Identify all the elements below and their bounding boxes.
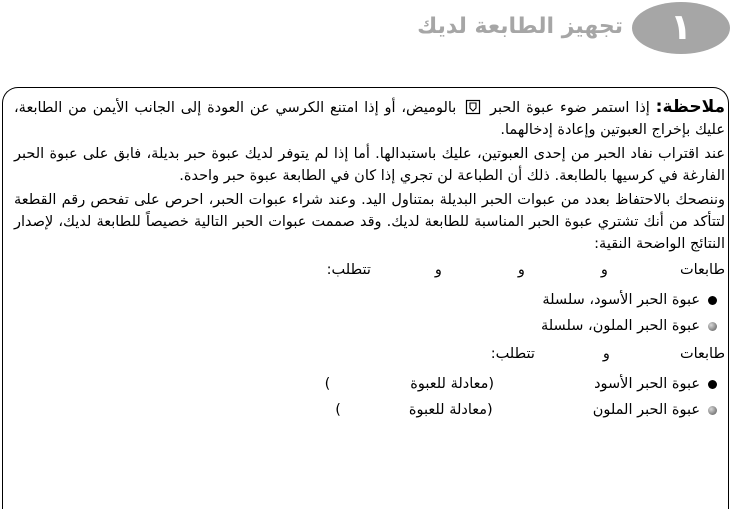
closing-paren: ) (324, 376, 331, 392)
section-title: تجهيز الطابعة لديك (417, 14, 623, 39)
list-item (14, 287, 717, 313)
ink-cartridge-icon (465, 99, 481, 115)
and-word-3: و (434, 262, 442, 278)
list-item-text: عبوة الحبر الملون، سلسلة (540, 318, 700, 334)
closing-paren: ) (335, 402, 341, 418)
note-paragraph-3: وننصحك بالاحتفاظ بعدد من عبوات الحبر البديلة بمتناول اليد. وعند شراء عبوات الحبر، احرص على تفحص رقم القطعة لتتأكد من أنك تشتري عبوة الحبر المناسبة للطابعة لديك. وقد صممت عبوات الحبر التالية خصيصاً للطابعة لديك، لإصدار النتائج الواضحة النقية: (14, 192, 725, 252)
color-ink-dot-icon (708, 406, 717, 415)
step-number: ١ (670, 7, 692, 48)
list-item-text: عبوة الحبر الأسود، سلسلة (542, 292, 700, 308)
step-number-badge (632, 2, 730, 54)
equivalent-note: (معادلة للعبوة (410, 376, 495, 392)
equivalent-note: (معادلة للعبوة (408, 402, 493, 418)
list-item (14, 397, 717, 423)
printers-word: طابعات (679, 262, 725, 278)
requires-word: تتطلب: (490, 346, 535, 362)
and-word-1: و (600, 262, 608, 278)
list-item (14, 371, 717, 397)
note-label: ملاحظة: (655, 97, 726, 117)
printer-group-2-row (14, 343, 725, 367)
printers-word: طابعات (679, 346, 725, 362)
and-word-2: و (517, 262, 525, 278)
black-ink-dot-icon (708, 380, 717, 389)
note-paragraph-2: عند اقتراب نفاد الحبر من إحدى العبوتين، عليك باستبدالها. أما إذا لم يتوفر لديك عبوة حبر بديلة، فابق على عبوة الحبر الفارغة في كرسيها بالطابعة. ذلك أن الطباعة لن تجري إذا كان في الطابعة عبوة حبر واحدة. (14, 146, 725, 184)
note-p1-part2: بالوميض، أو إذا امتنع الكرسي عن العودة إلى الجانب الأيمن من الطابعة، عليك بإخراج العبوتين وإعادة إدخالهما. (14, 100, 725, 138)
note-paragraph-1 (14, 96, 725, 141)
list-item-text: عبوة الحبر الأسود (594, 376, 700, 392)
note-p1-part1: إذا استمر ضوء عبوة الحبر (490, 100, 650, 116)
list-item (14, 313, 717, 339)
color-ink-dot-icon (708, 322, 717, 331)
requires-word: تتطلب: (326, 262, 371, 278)
note-content (14, 96, 725, 423)
printer-group-1-row (14, 259, 725, 283)
black-ink-dot-icon (708, 296, 717, 305)
list-item-text: عبوة الحبر الملون (592, 402, 700, 418)
and-word: و (602, 346, 610, 362)
